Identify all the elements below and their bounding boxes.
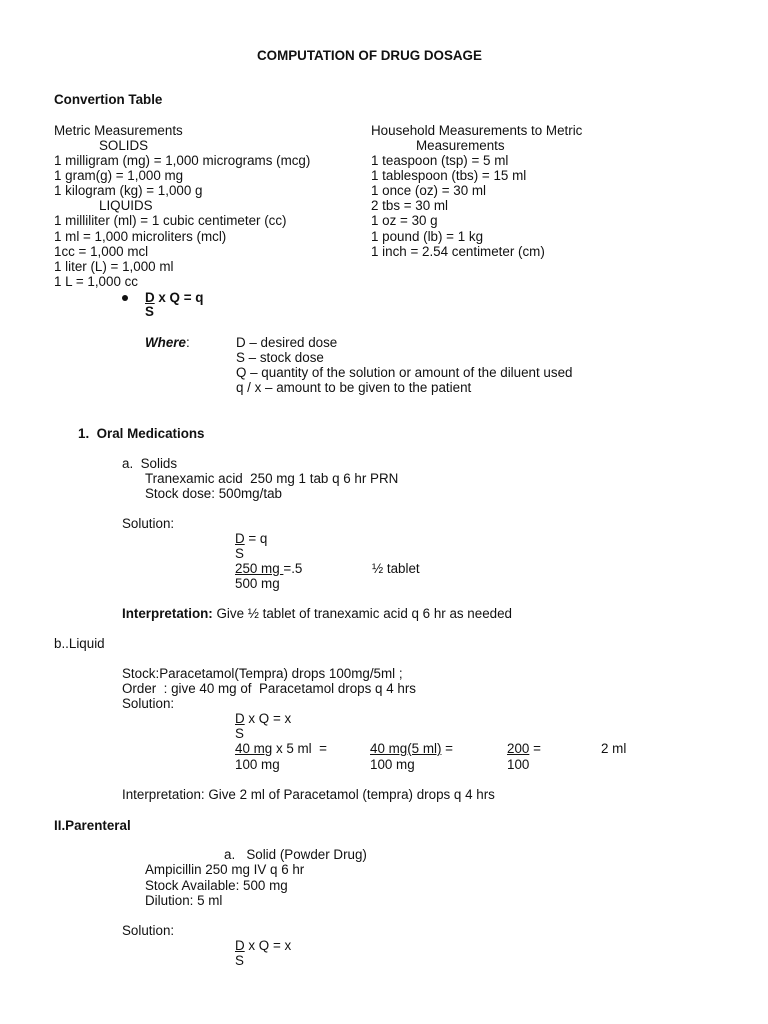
calc-numerator: 250 mg	[235, 561, 284, 576]
household-row: 1 teaspoon (tsp) = 5 ml	[371, 153, 509, 168]
formula-d: D	[235, 711, 245, 726]
formula-rest: x Q = q	[154, 290, 204, 305]
formula-d: D	[145, 290, 155, 305]
calc-denominator: 100	[507, 757, 530, 772]
formula-denominator: S	[145, 304, 154, 319]
parenteral-order: Ampicillin 250 mg IV q 6 hr	[145, 862, 305, 877]
metric-liquid-row: 1 liter (L) = 1,000 ml	[54, 259, 174, 274]
formula-rest: x Q = x	[244, 938, 292, 953]
calc-result: 2 ml	[601, 741, 627, 756]
formula-d: D	[235, 531, 245, 546]
calc-denominator: 100 mg	[235, 757, 280, 772]
formula-denominator: S	[235, 546, 244, 561]
definition-row: Q – quantity of the solution or amount of the diluent used	[236, 365, 573, 380]
household-row: 1 pound (lb) = 1 kg	[371, 229, 484, 244]
solids-order: Tranexamic acid 250 mg 1 tab q 6 hr PRN	[145, 471, 399, 486]
parenteral-dilution: Dilution: 5 ml	[145, 893, 223, 908]
solution-label: Solution:	[122, 516, 175, 531]
calc-numerator: 40 mg(5 ml)	[370, 741, 442, 756]
calc-rest: =.5	[283, 561, 303, 576]
where-label-line	[145, 335, 190, 350]
metric-liquid-row: 1cc = 1,000 mcl	[54, 244, 149, 259]
definition-row: q / x – amount to be given to the patient	[236, 380, 472, 395]
metric-solid-row: 1 kilogram (kg) = 1,000 g	[54, 183, 203, 198]
where-colon: :	[185, 335, 190, 350]
solution-label: Solution:	[122, 696, 175, 711]
metric-solid-row: 1 milligram (mg) = 1,000 micrograms (mcg)	[54, 153, 311, 168]
calc-rest: x 5 ml =	[272, 741, 327, 756]
household-row: 1 once (oz) = 30 ml	[371, 183, 486, 198]
solids-stock: Stock dose: 500mg/tab	[145, 486, 282, 501]
metric-heading: Metric Measurements	[54, 123, 183, 138]
household-row: 2 tbs = 30 ml	[371, 198, 449, 213]
liquid-stock: Stock:Paracetamol(Tempra) drops 100mg/5ml ;	[122, 666, 403, 681]
household-row: 1 tablespoon (tbs) = 15 ml	[371, 168, 527, 183]
interpretation-label: Interpretation:	[122, 606, 213, 621]
calc-numerator: 200	[507, 741, 530, 756]
household-heading: Household Measurements to Metric	[371, 123, 583, 138]
formula-line	[145, 290, 203, 305]
calculation-step-2	[370, 741, 453, 756]
solids-label: a. Solids	[122, 456, 178, 471]
calc-rest: =	[529, 741, 541, 756]
formula-rest: = q	[244, 531, 268, 546]
calc-numerator: 40 mg	[235, 741, 273, 756]
metric-liquid-row: 1 L = 1,000 cc	[54, 274, 138, 289]
formula-rest: x Q = x	[244, 711, 292, 726]
conversion-table-heading: Convertion Table	[54, 92, 163, 107]
household-row: 1 oz = 30 g	[371, 213, 438, 228]
interpretation-text: Give ½ tablet of tranexamic acid q 6 hr as needed	[212, 606, 512, 621]
formula-line	[235, 531, 267, 546]
parenteral-heading: II.Parenteral	[54, 818, 131, 833]
metric-liquid-row: 1 milliliter (ml) = 1 cubic centimeter (cc)	[54, 213, 287, 228]
liquid-label: b..Liquid	[54, 636, 105, 651]
solution-label: Solution:	[122, 923, 175, 938]
bullet-icon	[122, 295, 128, 301]
calc-rest: =	[441, 741, 453, 756]
metric-solid-row: 1 gram(g) = 1,000 mg	[54, 168, 184, 183]
liquid-order: Order : give 40 mg of Paracetamol drops q 4 hrs	[122, 681, 416, 696]
formula-line	[235, 711, 291, 726]
formula-denominator: S	[235, 726, 244, 741]
interpretation-line	[122, 606, 512, 621]
formula-d: D	[235, 938, 245, 953]
definition-row: D – desired dose	[236, 335, 338, 350]
calculation-step-3	[507, 741, 541, 756]
household-heading-line2: Measurements	[416, 138, 505, 153]
calculation-step-1	[235, 741, 327, 756]
calculation-line	[235, 561, 302, 576]
definition-row: S – stock dose	[236, 350, 324, 365]
solids-heading: SOLIDS	[99, 138, 149, 153]
calc-denominator: 500 mg	[235, 576, 280, 591]
oral-medications-heading: 1. Oral Medications	[78, 426, 205, 441]
calc-result: ½ tablet	[372, 561, 420, 576]
page-title: COMPUTATION OF DRUG DOSAGE	[257, 48, 482, 63]
formula-line	[235, 938, 291, 953]
formula-denominator: S	[235, 953, 244, 968]
household-row: 1 inch = 2.54 centimeter (cm)	[371, 244, 545, 259]
calc-denominator: 100 mg	[370, 757, 415, 772]
metric-liquid-row: 1 ml = 1,000 microliters (mcl)	[54, 229, 227, 244]
parenteral-stock: Stock Available: 500 mg	[145, 878, 288, 893]
liquids-heading: LIQUIDS	[99, 198, 153, 213]
parenteral-solid-label: a. Solid (Powder Drug)	[224, 847, 367, 862]
where-label: Where	[145, 335, 186, 350]
interpretation-line: Interpretation: Give 2 ml of Paracetamol (tempra) drops q 4 hrs	[122, 787, 495, 802]
